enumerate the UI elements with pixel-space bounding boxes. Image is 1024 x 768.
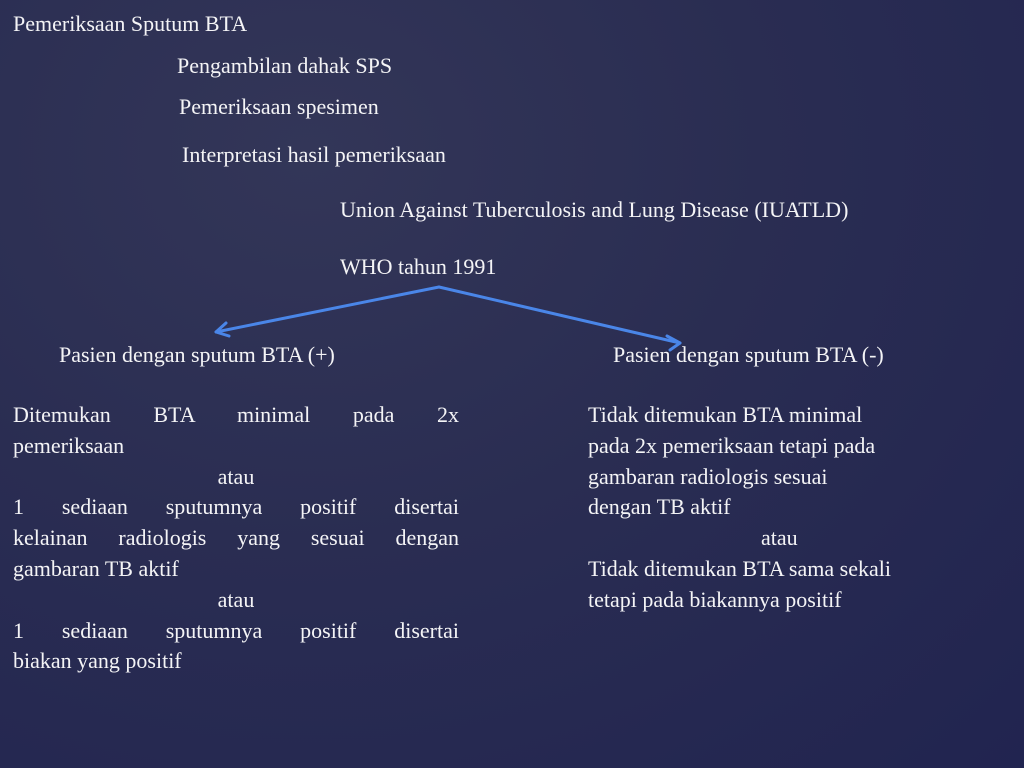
criteria-line: Tidak ditemukan BTA minimal: [588, 402, 863, 427]
step-item: Pengambilan dahak SPS: [177, 53, 393, 78]
criteria-line: Ditemukan BTA minimal pada 2x: [13, 402, 459, 427]
criteria-separator: atau: [761, 525, 798, 551]
criteria-separator: atau: [217, 586, 255, 612]
criteria-separator: atau: [217, 463, 255, 489]
criteria-line: dengan TB aktif: [588, 494, 731, 520]
step-item: Interpretasi hasil pemeriksaan: [182, 142, 446, 167]
criteria-line: pemeriksaan: [13, 432, 125, 458]
right-heading: Pasien dengan sputum BTA (-): [613, 342, 884, 367]
criteria-line: gambaran TB aktif: [13, 555, 179, 581]
left-heading: Pasien dengan sputum BTA (+): [59, 342, 335, 367]
arrow-right-line: [439, 287, 680, 343]
step-item: Pemeriksaan spesimen: [179, 94, 379, 119]
source-who: WHO tahun 1991: [340, 254, 497, 279]
criteria-line: kelainan radiologis yang sesuai dengan: [13, 525, 459, 551]
right-criteria: [588, 400, 988, 616]
criteria-line: 1 sediaan sputumnya positif disertai: [13, 617, 459, 643]
criteria-line: biakan yang positif: [13, 648, 182, 674]
left-criteria: [13, 400, 459, 677]
criteria-line: gambaran radiologis sesuai: [588, 463, 828, 489]
criteria-line: Tidak ditemukan BTA sama sekali: [588, 555, 891, 581]
source-organization: Union Against Tuberculosis and Lung Disease (IUATLD): [340, 197, 849, 222]
criteria-line: pada 2x pemeriksaan tetapi pada: [588, 432, 876, 458]
arrow-left-line: [216, 287, 439, 332]
criteria-line: 1 sediaan sputumnya positif disertai: [13, 494, 459, 520]
slide-title: Pemeriksaan Sputum BTA: [13, 11, 248, 36]
criteria-line: tetapi pada biakannya positif: [588, 586, 842, 612]
